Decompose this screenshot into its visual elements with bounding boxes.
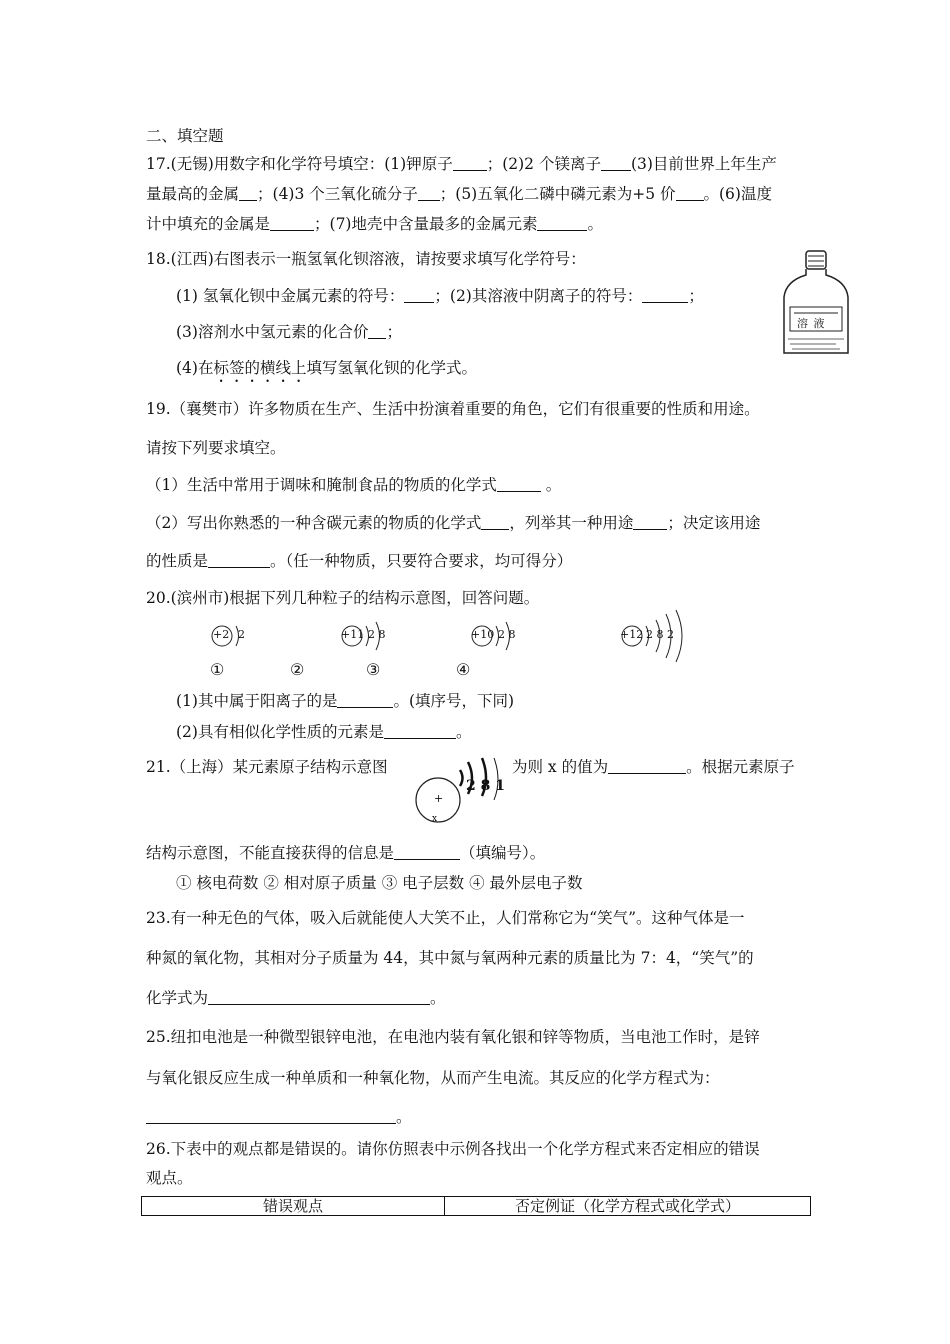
blank[interactable] [453,155,487,171]
text: (4)在 [176,359,214,377]
atom-diagram-4 [616,608,726,668]
nucleus-charge: +10 [471,628,495,641]
table-header-cell: 否定例证（化学方程式或化学式） [514,1197,740,1215]
blank[interactable] [418,185,440,201]
text: (3)目前世界上年生产 [630,155,777,173]
blank[interactable] [239,185,257,201]
text: 17.(无锡)用数字和化学符号填空：(1)钾原子 [146,155,453,173]
text: 。 [430,989,446,1007]
nucleus-charge: +12 [620,628,644,641]
text: ，列举其一种用途 [509,514,634,532]
blank[interactable] [270,215,314,231]
atom-diagram-3 [468,618,548,658]
q19-line5 [146,551,572,571]
text: (2)具有相似化学性质的元素是 [176,723,384,741]
blank[interactable] [642,287,688,303]
q19-line3 [146,475,561,495]
blank[interactable] [208,552,270,568]
particle-number: ④ [456,660,471,679]
blank[interactable] [146,1108,396,1124]
text: 。 [587,215,603,233]
bottle-figure [776,249,856,359]
q25-line3 [146,1107,412,1127]
q17-line1 [146,154,777,174]
blank[interactable] [384,723,456,739]
text: 。 [540,476,562,494]
electron-counts: 2 8 2 [646,628,674,641]
q18-line1 [176,286,704,306]
q19-line2: 请按下列要求填空。 [146,439,286,457]
text: 填写氢氧化钡的化学式。 [306,359,477,377]
text: （1）生活中常用于调味和腌制食品的物质的化学式 [146,476,497,494]
section-title: 二、填空题 [146,127,224,145]
nucleus-charge: +11 [341,628,365,641]
electron-counts: 2 8 [368,628,386,641]
q23-line1: 23.有一种无色的气体，吸入后就能使人大笑不止，人们常称它为“笑气”。这种气体是一 [146,909,745,927]
q23-line2: 种氮的氧化物，其相对分子质量为 44，其中氮与氧两种元素的质量比为 7：4，“笑气”的 [146,949,754,967]
text: （2）写出你熟悉的一种含碳元素的物质的化学式 [146,514,482,532]
blank[interactable] [676,185,704,201]
text: ；(7)地壳中含量最多的金属元素 [314,215,538,233]
q21-options: ① 核电荷数 ② 相对原子质量 ③ 电子层数 ④ 最外层电子数 [176,874,583,892]
text: 。根据元素原子 [686,758,795,776]
text: ；(2)2 个镁离子 [486,155,601,173]
q26-line1: 26.下表中的观点都是错误的。请你仿照表中示例各找出一个化学方程式来否定相应的错误 [146,1140,760,1158]
nucleus-x: x [432,814,438,824]
q17-line3 [146,214,603,234]
q20-intro: 20.(滨州市)根据下列几种粒子的结构示意图，回答问题。 [146,589,540,607]
q20-sub2 [176,722,471,742]
q26-table-header [141,1196,811,1216]
particle-number: ② [290,660,305,679]
text: 计中填充的金属是 [146,215,271,233]
text: (3)溶剂水中氢元素的化合价 [176,323,369,341]
electron-counts: 2 8 1 [466,778,505,794]
blank[interactable] [481,514,509,530]
q18-intro: 18.(江西)右图表示一瓶氢氧化钡溶液，请按要求填写化学符号： [146,250,586,268]
text: 。(6)温度 [703,185,772,203]
blank[interactable] [337,692,393,708]
text: ； [386,323,402,341]
nucleus-plus: + [434,792,444,805]
text: （填编号）。 [460,844,546,862]
blank[interactable] [368,323,386,339]
q18-line3 [176,358,477,386]
nucleus-charge: +2 [213,628,230,641]
q25-line1: 25.纽扣电池是一种微型银锌电池，在电池内装有氧化银和锌等物质，当电池工作时，是锌 [146,1028,760,1046]
text: 。(填序号，下同) [393,692,515,710]
blank[interactable] [601,155,631,171]
text: 。（任一种物质，只要符合要求，均可得分） [270,552,573,570]
q18-line2 [176,322,402,342]
text: ；(2)其溶液中阴离子的符号： [434,287,643,305]
q19-line1: 19.（襄樊市）许多物质在生产、生活中扮演着重要的角色，它们有很重要的性质和用途。 [146,400,760,418]
q25-line2: 与氧化银反应生成一种单质和一种氧化物，从而产生电流。其反应的化学方程式为： [146,1069,720,1087]
q17-line2 [146,184,772,204]
blank[interactable] [633,514,667,530]
text: 量最高的金属 [146,185,240,203]
text: 的性质是 [146,552,209,570]
electron-counts: 2 [238,628,245,641]
text: ；(4)3 个三氧化硫分子 [257,185,418,203]
blank[interactable] [208,989,430,1005]
particle-number: ③ [366,660,381,679]
q21-line2 [146,843,545,863]
blank[interactable] [497,476,541,492]
text: ； [688,287,704,305]
q20-sub1 [176,691,514,711]
table-header-cell: 错误观点 [142,1197,445,1215]
text: 化学式为 [146,989,209,1007]
text: ；(5)五氧化二磷中磷元素为+5 价 [439,185,676,203]
bottle-icon [776,249,856,359]
text: 。 [455,723,472,741]
blank[interactable] [394,844,460,860]
q21-atom-diagram [410,752,510,826]
blank[interactable] [404,287,434,303]
text: 。 [396,1108,412,1126]
q19-line4 [146,513,760,533]
q21-line1a: 21.（上海）某元素原子结构示意图 [146,758,388,776]
q23-line3 [146,988,446,1008]
text: 结构示意图，不能直接获得的信息是 [146,844,395,862]
text: (1)其中属于阳离子的是 [176,692,338,710]
text: (1) 氢氧化钡中金属元素的符号： [176,287,405,305]
atom-diagram-2 [338,618,418,658]
blank[interactable] [608,758,686,774]
electron-counts: 2 8 [498,628,516,641]
bottle-label-text: 溶 液 [797,317,826,330]
emphasized-text: 标签的横线上 [213,359,307,377]
text: 为则 x 的值为 [512,758,609,776]
q26-line2: 观点。 [146,1169,193,1187]
blank[interactable] [537,215,587,231]
q21-line1b [512,757,795,777]
atom-diagram-1 [208,618,268,658]
particle-number: ① [210,660,225,679]
text: ；决定该用途 [667,514,761,532]
